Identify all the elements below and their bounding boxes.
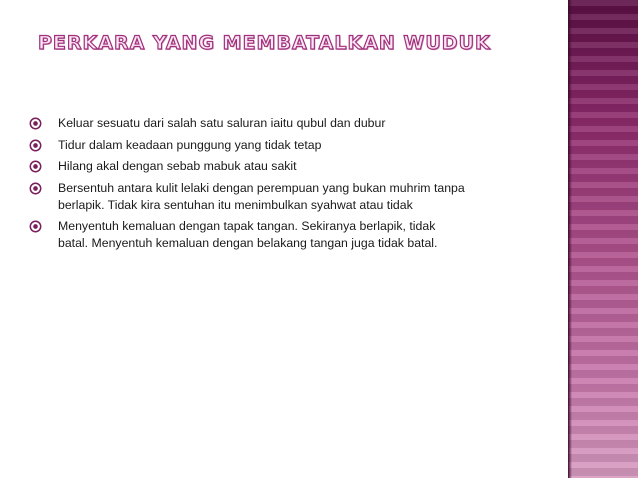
list-item [26,180,546,214]
circled-dot-icon [29,182,42,195]
decorative-side-panel [568,0,638,478]
bullet-text-line: Menyentuh kemaluan dengan tapak tangan. Sekiranya berlapik, tidak [58,219,436,233]
list-item [26,218,546,252]
bullet-text-line: batal. Menyentuh kemaluan dengan belakang tangan juga tidak batal. [58,236,438,250]
circled-dot-icon [29,160,42,173]
bullet-list [26,115,546,257]
bullet-text-line: Keluar sesuatu dari salah satu saluran iaitu qubul dan dubur [58,116,386,130]
bullet-text-line: Hilang akal dengan sebab mabuk atau sakit [58,159,297,173]
bullet-text-line: berlapik. Tidak kira sentuhan itu menimbulkan syahwat atau tidak [58,197,413,212]
bullet-text-line: Bersentuh antara kulit lelaki dengan perempuan yang bukan muhrim tanpa [58,180,465,195]
slide-title: PERKARA YANG MEMBATALKAN WUDUK [38,32,491,54]
bullet-text-line: Tidur dalam keadaan punggung yang tidak tetap [58,137,322,152]
circled-dot-icon [29,139,42,152]
circled-dot-icon [29,117,42,130]
circled-dot-icon [29,220,42,233]
list-item [26,158,546,175]
side-panel-edge [568,0,572,478]
list-item [26,137,546,154]
list-item [26,115,546,132]
